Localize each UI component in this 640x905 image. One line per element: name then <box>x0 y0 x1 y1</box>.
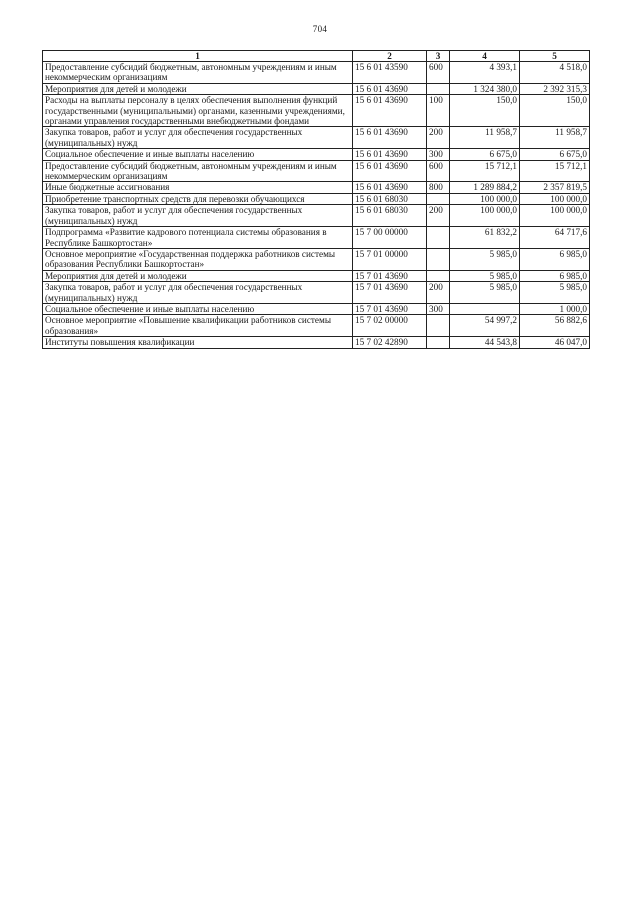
header-col-4: 4 <box>450 51 520 62</box>
row-value-2: 6 985,0 <box>520 270 590 281</box>
row-code: 15 7 01 43690 <box>353 270 427 281</box>
row-value-1: 61 832,2 <box>450 227 520 249</box>
row-value-2: 1 000,0 <box>520 303 590 314</box>
row-code: 15 7 02 00000 <box>353 315 427 337</box>
table-row <box>43 95 590 127</box>
row-value-2: 100 000,0 <box>520 205 590 227</box>
row-code: 15 6 01 43590 <box>353 62 427 84</box>
table-row <box>43 248 590 270</box>
row-name: Мероприятия для детей и молодежи <box>43 83 353 94</box>
row-name: Расходы на выплаты персоналу в целях обеспечения выполнения функций государственными (муниципальными) органами, казенными учреждениями, органами управления государственными внебюджетными фондами <box>43 95 353 127</box>
header-col-5: 5 <box>520 51 590 62</box>
row-type <box>427 83 450 94</box>
table-row <box>43 193 590 204</box>
row-value-2: 100 000,0 <box>520 193 590 204</box>
row-code: 15 6 01 68030 <box>353 205 427 227</box>
row-value-2: 2 392 315,3 <box>520 83 590 94</box>
table-row <box>43 205 590 227</box>
row-code: 15 6 01 43690 <box>353 182 427 193</box>
budget-table <box>42 50 590 349</box>
row-type: 600 <box>427 62 450 84</box>
row-value-1: 1 289 884,2 <box>450 182 520 193</box>
row-name: Институты повышения квалификации <box>43 337 353 348</box>
header-col-3: 3 <box>427 51 450 62</box>
row-type: 200 <box>427 127 450 149</box>
row-code: 15 7 00 00000 <box>353 227 427 249</box>
row-value-1: 5 985,0 <box>450 248 520 270</box>
table-row <box>43 127 590 149</box>
row-type: 300 <box>427 303 450 314</box>
row-type: 200 <box>427 282 450 304</box>
row-name: Основное мероприятие «Государственная поддержка работников системы образования Республики Башкортостан» <box>43 248 353 270</box>
row-value-2: 56 882,6 <box>520 315 590 337</box>
row-value-2: 4 518,0 <box>520 62 590 84</box>
row-code: 15 6 01 43690 <box>353 149 427 160</box>
table-row <box>43 303 590 314</box>
row-name: Социальное обеспечение и иные выплаты населению <box>43 149 353 160</box>
row-type <box>427 248 450 270</box>
row-value-1: 6 675,0 <box>450 149 520 160</box>
row-type <box>427 337 450 348</box>
table-header-row <box>43 51 590 62</box>
row-type <box>427 227 450 249</box>
table-row <box>43 270 590 281</box>
row-code: 15 7 01 00000 <box>353 248 427 270</box>
table-row <box>43 182 590 193</box>
row-type <box>427 270 450 281</box>
row-code: 15 6 01 43690 <box>353 160 427 182</box>
row-value-1: 150,0 <box>450 95 520 127</box>
table-row <box>43 315 590 337</box>
row-name: Социальное обеспечение и иные выплаты населению <box>43 303 353 314</box>
row-value-2: 2 357 819,5 <box>520 182 590 193</box>
table-row <box>43 337 590 348</box>
row-value-2: 46 047,0 <box>520 337 590 348</box>
row-code: 15 6 01 43690 <box>353 95 427 127</box>
row-name: Закупка товаров, работ и услуг для обеспечения государственных (муниципальных) нужд <box>43 205 353 227</box>
row-name: Предоставление субсидий бюджетным, автономным учреждениям и иным некоммерческим организациям <box>43 160 353 182</box>
row-type: 800 <box>427 182 450 193</box>
row-type <box>427 193 450 204</box>
row-value-1: 5 985,0 <box>450 270 520 281</box>
row-value-1: 11 958,7 <box>450 127 520 149</box>
row-name: Предоставление субсидий бюджетным, автономным учреждениям и иным некоммерческим организациям <box>43 62 353 84</box>
row-type: 600 <box>427 160 450 182</box>
row-value-2: 5 985,0 <box>520 282 590 304</box>
page-number: 704 <box>312 24 328 34</box>
row-name: Подпрограмма «Развитие кадрового потенциала системы образования в Республике Башкортостан» <box>43 227 353 249</box>
header-col-2: 2 <box>353 51 427 62</box>
row-type: 100 <box>427 95 450 127</box>
table-row <box>43 160 590 182</box>
row-name: Приобретение транспортных средств для перевозки обучающихся <box>43 193 353 204</box>
row-name: Иные бюджетные ассигнования <box>43 182 353 193</box>
row-value-1: 100 000,0 <box>450 193 520 204</box>
row-code: 15 6 01 43690 <box>353 83 427 94</box>
row-value-2: 6 675,0 <box>520 149 590 160</box>
row-value-2: 6 985,0 <box>520 248 590 270</box>
table-row <box>43 83 590 94</box>
row-code: 15 7 01 43690 <box>353 282 427 304</box>
table-row <box>43 62 590 84</box>
row-code: 15 6 01 68030 <box>353 193 427 204</box>
row-name: Закупка товаров, работ и услуг для обеспечения государственных (муниципальных) нужд <box>43 282 353 304</box>
table-row <box>43 227 590 249</box>
row-value-2: 11 958,7 <box>520 127 590 149</box>
header-col-1: 1 <box>43 51 353 62</box>
row-name: Мероприятия для детей и молодежи <box>43 270 353 281</box>
row-value-1 <box>450 303 520 314</box>
row-code: 15 6 01 43690 <box>353 127 427 149</box>
table-row <box>43 282 590 304</box>
row-value-1: 4 393,1 <box>450 62 520 84</box>
row-name: Закупка товаров, работ и услуг для обеспечения государственных (муниципальных) нужд <box>43 127 353 149</box>
row-code: 15 7 01 43690 <box>353 303 427 314</box>
row-value-2: 15 712,1 <box>520 160 590 182</box>
table-row <box>43 149 590 160</box>
row-code: 15 7 02 42890 <box>353 337 427 348</box>
row-value-2: 150,0 <box>520 95 590 127</box>
row-name: Основное мероприятие «Повышение квалификации работников системы образования» <box>43 315 353 337</box>
row-value-1: 5 985,0 <box>450 282 520 304</box>
row-value-1: 54 997,2 <box>450 315 520 337</box>
row-type <box>427 315 450 337</box>
row-value-1: 44 543,8 <box>450 337 520 348</box>
row-value-1: 100 000,0 <box>450 205 520 227</box>
row-value-2: 64 717,6 <box>520 227 590 249</box>
row-type: 200 <box>427 205 450 227</box>
row-value-1: 15 712,1 <box>450 160 520 182</box>
row-type: 300 <box>427 149 450 160</box>
row-value-1: 1 324 380,0 <box>450 83 520 94</box>
